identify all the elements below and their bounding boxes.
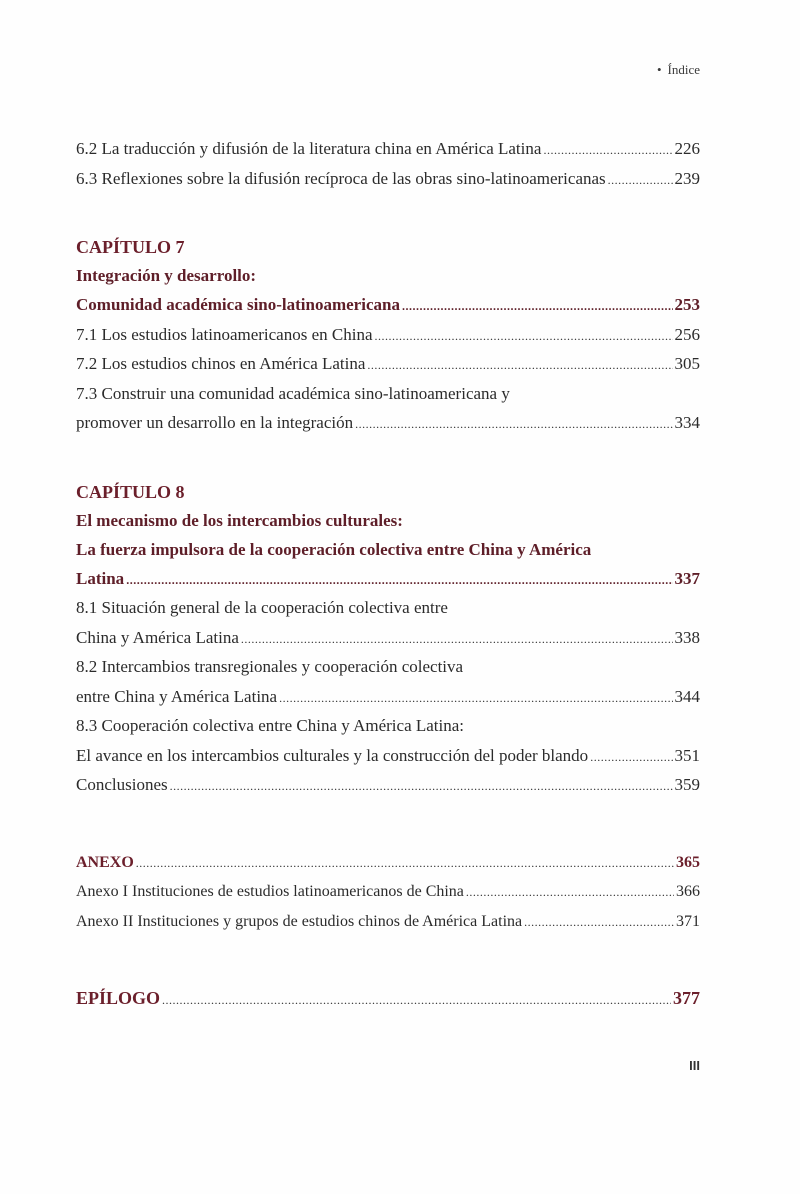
- dot-leader: [608, 174, 673, 186]
- toc-entry-8-3: [76, 741, 700, 771]
- toc-entry-7-3: [76, 408, 700, 438]
- dot-leader: [355, 418, 672, 430]
- chapter-8-heading-line1: La fuerza impulsora de la cooperación colectiva entre China y América: [76, 539, 592, 559]
- dot-leader: [466, 886, 674, 898]
- toc-entry-page: 239: [674, 168, 700, 188]
- toc-entry-8-1-line1: 8.1 Situación general de la cooperación colectiva entre: [76, 598, 448, 617]
- dot-leader: [543, 144, 672, 156]
- toc-entry-title: 7.1 Los estudios latinoamericanos en China: [76, 324, 373, 344]
- toc-entry-title: Conclusiones: [76, 775, 168, 794]
- dot-leader: [402, 300, 673, 312]
- toc-entry-7-2: [76, 349, 700, 379]
- table-of-contents: [76, 134, 700, 1014]
- toc-entry-title: Comunidad académica sino-latinoamericana: [76, 295, 400, 314]
- toc-entry-page: 359: [674, 775, 700, 794]
- chapter-8-heading: [76, 564, 700, 594]
- annex-section: [76, 848, 700, 937]
- toc-entry-page: 305: [674, 354, 700, 373]
- chapter-7-heading: [76, 290, 700, 320]
- chapter-7-label: CAPÍTULO 7: [76, 237, 185, 257]
- toc-entry-8-2: [76, 682, 700, 712]
- toc-entry-page: 338: [674, 627, 700, 647]
- dot-leader: [279, 692, 672, 704]
- toc-entry-title: China y América Latina: [76, 627, 239, 647]
- toc-entry-title: ANEXO: [76, 853, 134, 871]
- toc-entry-7-1: [76, 320, 700, 350]
- toc-entry-6-2: [76, 134, 700, 164]
- toc-entry-page: 365: [676, 853, 700, 871]
- toc-entry-title: EPÍLOGO: [76, 988, 161, 1008]
- dot-leader: [375, 330, 673, 342]
- dot-leader: [524, 916, 674, 928]
- toc-entry-title: Anexo II Instituciones y grupos de estudios chinos de América Latina: [76, 912, 523, 930]
- toc-entry-conclusions: [76, 770, 700, 800]
- toc-entry-page: 256: [674, 324, 700, 344]
- dot-leader: [590, 751, 672, 763]
- toc-entry-title: El avance en los intercambios culturales y la construcción del poder blando: [76, 745, 589, 765]
- toc-entry-annex-2: [76, 907, 700, 937]
- toc-entry-8-2-line1: 8.2 Intercambios transregionales y cooperación colectiva: [76, 657, 464, 676]
- toc-entry-page: 334: [674, 413, 700, 432]
- toc-entry-title: Anexo I Instituciones de estudios latinoamericanos de China: [76, 883, 464, 900]
- toc-entry-page: 226: [674, 139, 700, 158]
- toc-entry-title: entre China y América Latina: [76, 686, 278, 706]
- running-header: [657, 62, 700, 78]
- dot-leader: [126, 574, 672, 586]
- chapter-8-subtitle: El mecanismo de los intercambios culturales:: [76, 510, 403, 530]
- page-number: III: [689, 1058, 700, 1073]
- annex-heading: [76, 848, 700, 878]
- dot-leader: [136, 857, 674, 869]
- toc-entry-title: 6.3 Reflexiones sobre la difusión recíproca de las obras sino-latinoamericanas: [76, 168, 606, 188]
- toc-entry-page: 344: [674, 686, 700, 706]
- toc-entry-title: promover un desarrollo en la integración: [76, 413, 354, 432]
- toc-entry-8-1: [76, 623, 700, 653]
- toc-entry-page: 351: [674, 745, 700, 765]
- toc-entry-page: 377: [673, 988, 700, 1008]
- toc-entry-page: 337: [674, 568, 700, 588]
- dot-leader: [170, 780, 673, 792]
- toc-entry-annex-1: [76, 877, 700, 907]
- toc-entry-title: 7.2 Los estudios chinos en América Latina: [76, 354, 366, 373]
- toc-entry-page: 371: [676, 912, 700, 930]
- chapter-8-label: CAPÍTULO 8: [76, 481, 185, 502]
- toc-entry-6-3: [76, 164, 700, 194]
- dot-leader: [162, 994, 671, 1006]
- epilogue-heading: [76, 984, 700, 1014]
- toc-entry-page: 253: [674, 295, 700, 314]
- header-section-title: Índice: [667, 62, 700, 77]
- toc-entry-8-3-line1: 8.3 Cooperación colectiva entre China y América Latina:: [76, 716, 465, 735]
- bullet-icon: •: [656, 62, 662, 77]
- dot-leader: [367, 359, 672, 371]
- chapter-7-subtitle: Integración y desarrollo:: [76, 266, 257, 285]
- dot-leader: [241, 633, 673, 645]
- toc-entry-title: Latina: [76, 568, 125, 588]
- toc-entry-title: 6.2 La traducción y difusión de la literatura china en América Latina: [76, 139, 542, 158]
- toc-entry-7-3-line1: 7.3 Construir una comunidad académica sino-latinoamericana y: [76, 383, 510, 403]
- toc-entry-page: 366: [676, 883, 700, 900]
